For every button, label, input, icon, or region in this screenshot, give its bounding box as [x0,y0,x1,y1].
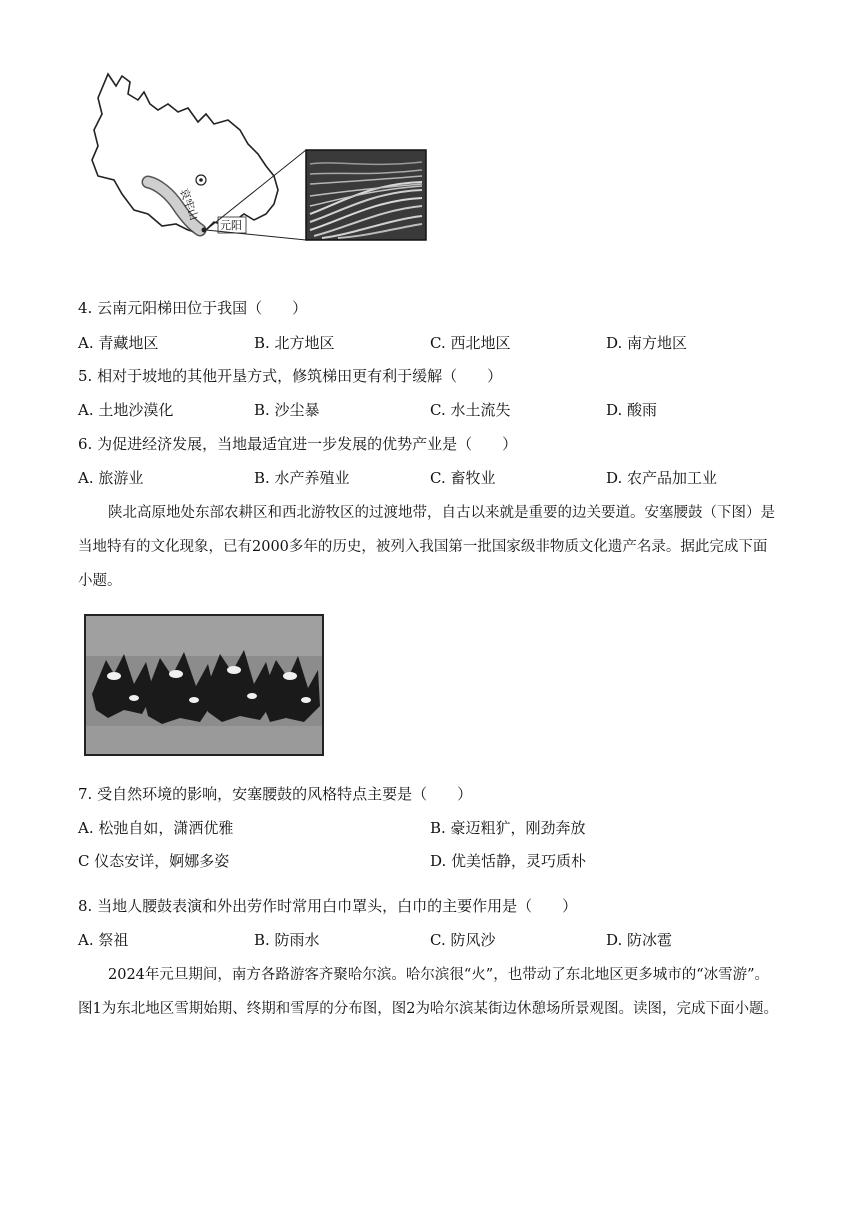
callout-line-bottom [206,230,306,240]
question-4-option-b[interactable]: B. 北方地区 [254,334,335,352]
question-8-option-c[interactable]: C. 防风沙 [430,931,496,949]
question-6-option-a[interactable]: A. 旅游业 [78,469,144,487]
question-4-option-d[interactable]: D. 南方地区 [606,334,688,352]
question-7-option-a[interactable]: A. 松弛自如，潇洒优雅 [78,819,234,837]
question-8-option-b[interactable]: B. 防雨水 [254,931,320,949]
callout-line-top [206,150,306,230]
question-6-option-b[interactable]: B. 水产养殖业 [254,469,350,487]
question-7-option-b[interactable]: B. 豪迈粗犷，刚劲奔放 [430,819,586,837]
question-6-option-d[interactable]: D. 农产品加工业 [606,469,718,487]
question-8-option-a[interactable]: A. 祭祖 [78,931,129,949]
question-4-stem: 4. 云南元阳梯田位于我国（ ） [78,299,308,317]
question-5-option-a[interactable]: A. 土地沙漠化 [78,401,174,419]
waist-drum-photo [84,614,324,756]
yunnan-map-figure [78,64,438,246]
ailao-mountain-label: 哀牢山 [177,186,201,223]
question-8-option-d[interactable]: D. 防冰雹 [606,931,673,949]
question-5-option-d[interactable]: D. 酸雨 [606,401,658,419]
question-5-stem: 5. 相对于坡地的其他开垦方式，修筑梯田更有利于缓解（ ） [78,367,503,385]
question-4-option-c[interactable]: C. 西北地区 [430,334,511,352]
question-7-stem: 7. 受自然环境的影响，安塞腰鼓的风格特点主要是（ ） [78,785,473,803]
question-7-option-d[interactable]: D. 优美恬静，灵巧质朴 [430,852,587,870]
question-7-option-c[interactable]: C 仪态安详，婀娜多姿 [78,852,230,870]
question-8-stem: 8. 当地人腰鼓表演和外出劳作时常用白巾罩头，白巾的主要作用是（ ） [78,897,578,915]
question-5-option-c[interactable]: C. 水土流失 [430,401,511,419]
question-5-option-b[interactable]: B. 沙尘暴 [254,401,320,419]
question-6-stem: 6. 为促进经济发展，当地最适宜进一步发展的优势产业是（ ） [78,435,518,453]
passage-harbin-ice-snow: 2024年元旦期间，南方各路游客齐聚哈尔滨。哈尔滨很“火”，也带动了东北地区更多城市的“冰雪游”。图1为东北地区雪期始期、终期和雪厚的分布图，图2为哈尔滨某街边休憩场所景观图。读图，完成下面小题。 [78,967,778,1017]
yuanyang-label: 元阳 [220,219,242,232]
yuanyang-point-icon [202,228,207,233]
question-4-option-a[interactable]: A. 青藏地区 [78,334,159,352]
terrace-photo [306,150,426,240]
question-6-option-c[interactable]: C. 畜牧业 [430,469,496,487]
passage-ansai-waist-drum: 陕北高原地处东部农耕区和西北游牧区的过渡地带，自古以来就是重要的边关要道。安塞腰鼓（下图）是当地特有的文化现象，已有2000多年的历史，被列入我国第一批国家级非物质文化遗产名录。据此完成下面小题。 [78,505,775,589]
